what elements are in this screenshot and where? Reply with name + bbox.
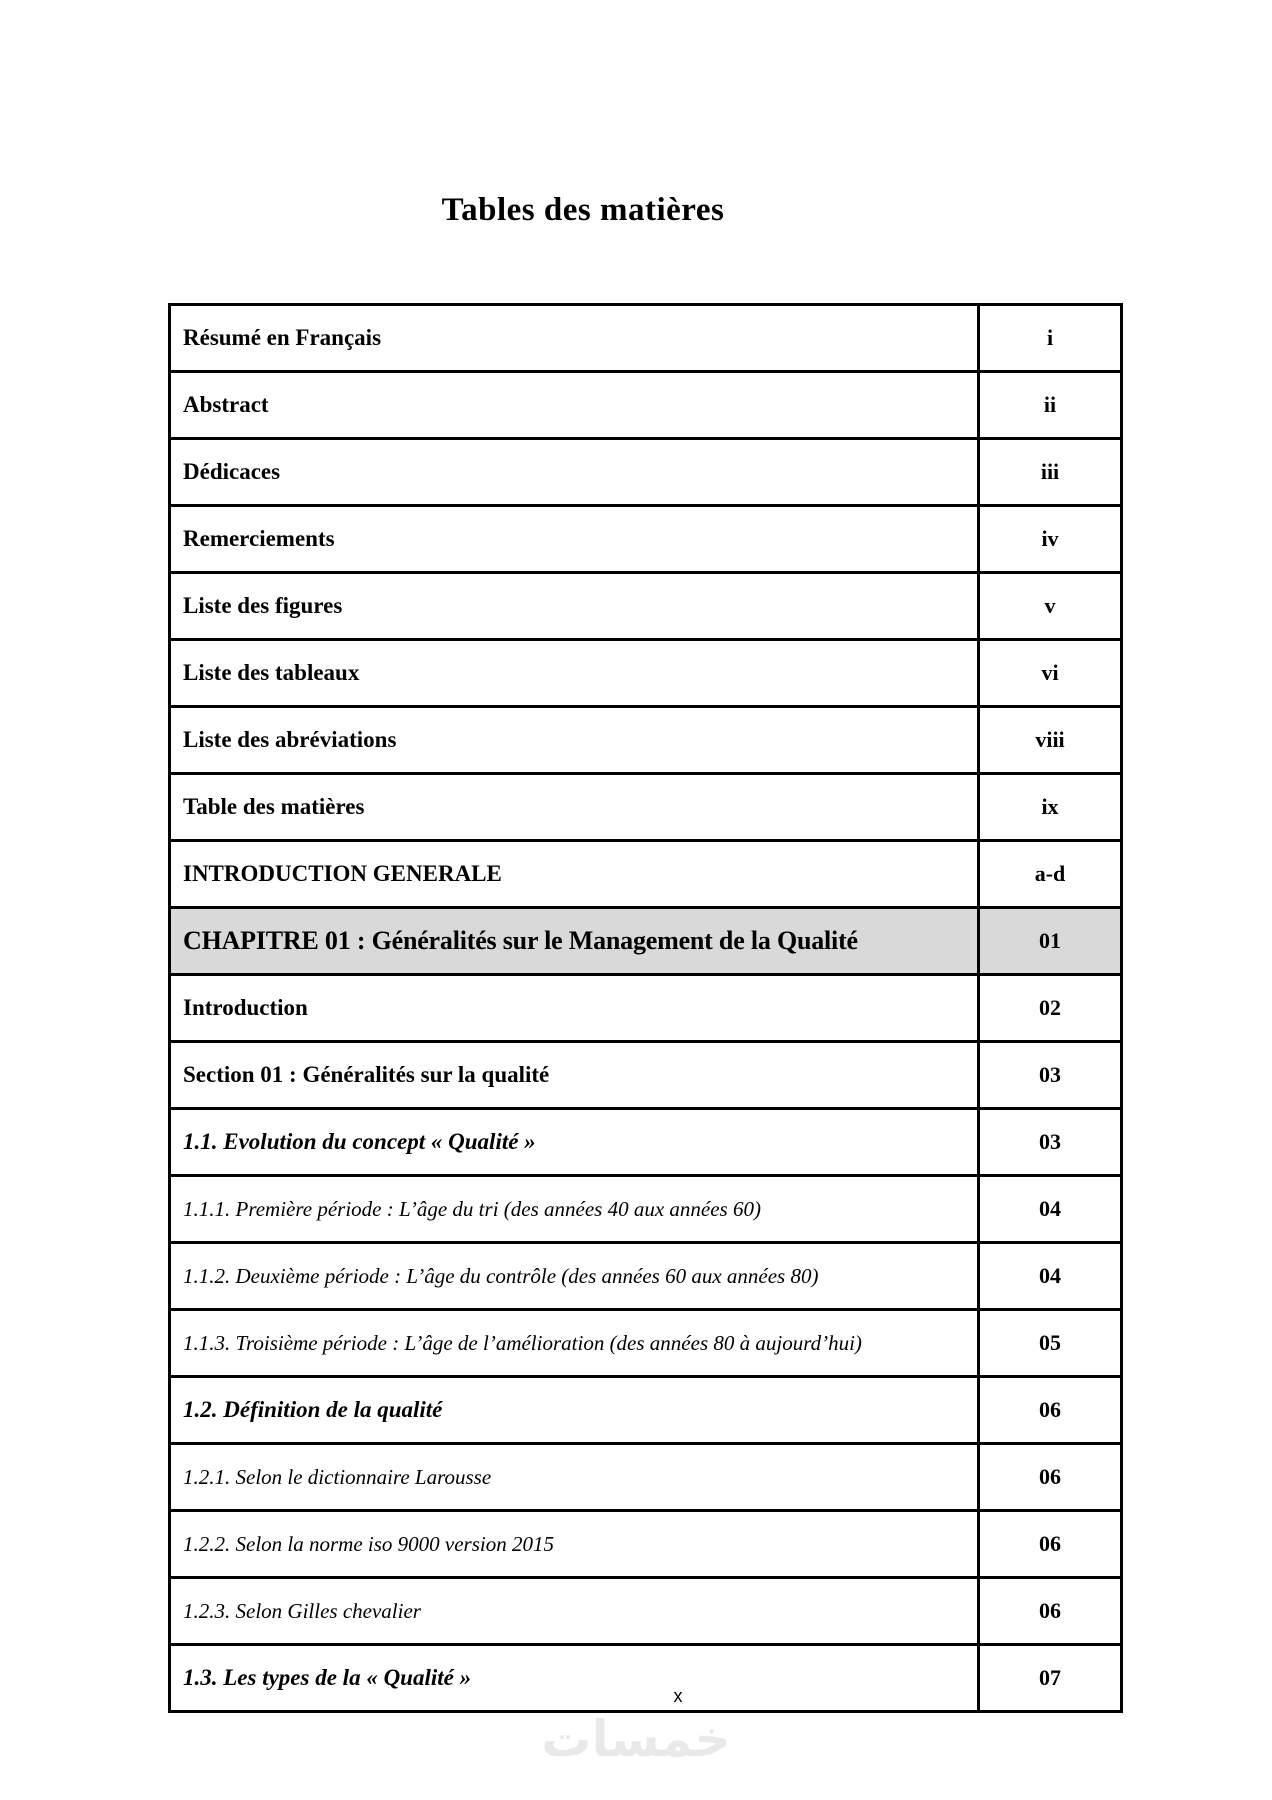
toc-entry-label: Abstract (170, 372, 979, 439)
footer-page-number: x (673, 1686, 683, 1706)
toc-entry-page-number: 04 (979, 1243, 1122, 1310)
toc-entry-page-number: 04 (979, 1176, 1122, 1243)
toc-entry-page-number: ii (979, 372, 1122, 439)
toc-entry-label: 1.2.3. Selon Gilles chevalier (170, 1578, 979, 1645)
table-row (170, 1511, 1122, 1578)
toc-entry-page-number: i (979, 305, 1122, 372)
page-title: Tables des matières (441, 192, 725, 228)
toc-entry-label: Liste des figures (170, 573, 979, 640)
toc-entry-label: Liste des tableaux (170, 640, 979, 707)
table-row (170, 1109, 1122, 1176)
toc-entry-page-number: viii (979, 707, 1122, 774)
toc-entry-page-number: 06 (979, 1578, 1122, 1645)
toc-entry-page-number: iii (979, 439, 1122, 506)
table-row (170, 707, 1122, 774)
toc-entry-label: 1.3. Les types de la « Qualité » (170, 1645, 979, 1712)
toc-entry-page-number: a-d (979, 841, 1122, 908)
toc-entry-page-number: 06 (979, 1377, 1122, 1444)
toc-entry-label: Table des matières (170, 774, 979, 841)
table-row (170, 439, 1122, 506)
toc-entry-page-number: 03 (979, 1042, 1122, 1109)
toc-entry-label: 1.1.3. Troisième période : L’âge de l’amélioration (des années 80 à aujourd’hui) (170, 1310, 979, 1377)
toc-entry-label: CHAPITRE 01 : Généralités sur le Management de la Qualité (170, 908, 979, 975)
toc-entry-page-number: v (979, 573, 1122, 640)
toc-entry-label: Remerciements (170, 506, 979, 573)
khamsat-watermark: خمسات (541, 1710, 731, 1768)
toc-entry-label: Dédicaces (170, 439, 979, 506)
table-row (170, 372, 1122, 439)
toc-entry-page-number: 06 (979, 1511, 1122, 1578)
toc-entry-label: Liste des abréviations (170, 707, 979, 774)
toc-entry-page-number: vi (979, 640, 1122, 707)
table-row (170, 640, 1122, 707)
toc-table (168, 303, 1123, 1713)
table-row (170, 975, 1122, 1042)
toc-entry-page-number: 03 (979, 1109, 1122, 1176)
toc-entry-label: Introduction (170, 975, 979, 1042)
toc-entry-label: 1.2.1. Selon le dictionnaire Larousse (170, 1444, 979, 1511)
table-row (170, 1042, 1122, 1109)
toc-table-body (170, 305, 1122, 1712)
toc-entry-label: INTRODUCTION GENERALE (170, 841, 979, 908)
table-row (170, 774, 1122, 841)
table-row (170, 305, 1122, 372)
toc-entry-page-number: 01 (979, 908, 1122, 975)
toc-entry-page-number: 02 (979, 975, 1122, 1042)
toc-entry-label: 1.1. Evolution du concept « Qualité » (170, 1109, 979, 1176)
toc-entry-label: Résumé en Français (170, 305, 979, 372)
table-row (170, 1377, 1122, 1444)
toc-entry-label: 1.1.1. Première période : L’âge du tri (des années 40 aux années 60) (170, 1176, 979, 1243)
table-row (170, 841, 1122, 908)
table-row (170, 573, 1122, 640)
table-row (170, 1176, 1122, 1243)
table-row (170, 1444, 1122, 1511)
toc-entry-page-number: iv (979, 506, 1122, 573)
toc-entry-page-number: 05 (979, 1310, 1122, 1377)
table-row (170, 1310, 1122, 1377)
toc-entry-page-number: 07 (979, 1645, 1122, 1712)
toc-entry-label: 1.2.2. Selon la norme iso 9000 version 2015 (170, 1511, 979, 1578)
toc-entry-label: Section 01 : Généralités sur la qualité (170, 1042, 979, 1109)
table-row (170, 1578, 1122, 1645)
table-row (170, 506, 1122, 573)
table-row (170, 908, 1122, 975)
toc-entry-label: 1.1.2. Deuxième période : L’âge du contrôle (des années 60 aux années 80) (170, 1243, 979, 1310)
table-row (170, 1243, 1122, 1310)
toc-entry-page-number: ix (979, 774, 1122, 841)
toc-entry-page-number: 06 (979, 1444, 1122, 1511)
toc-entry-label: 1.2. Définition de la qualité (170, 1377, 979, 1444)
